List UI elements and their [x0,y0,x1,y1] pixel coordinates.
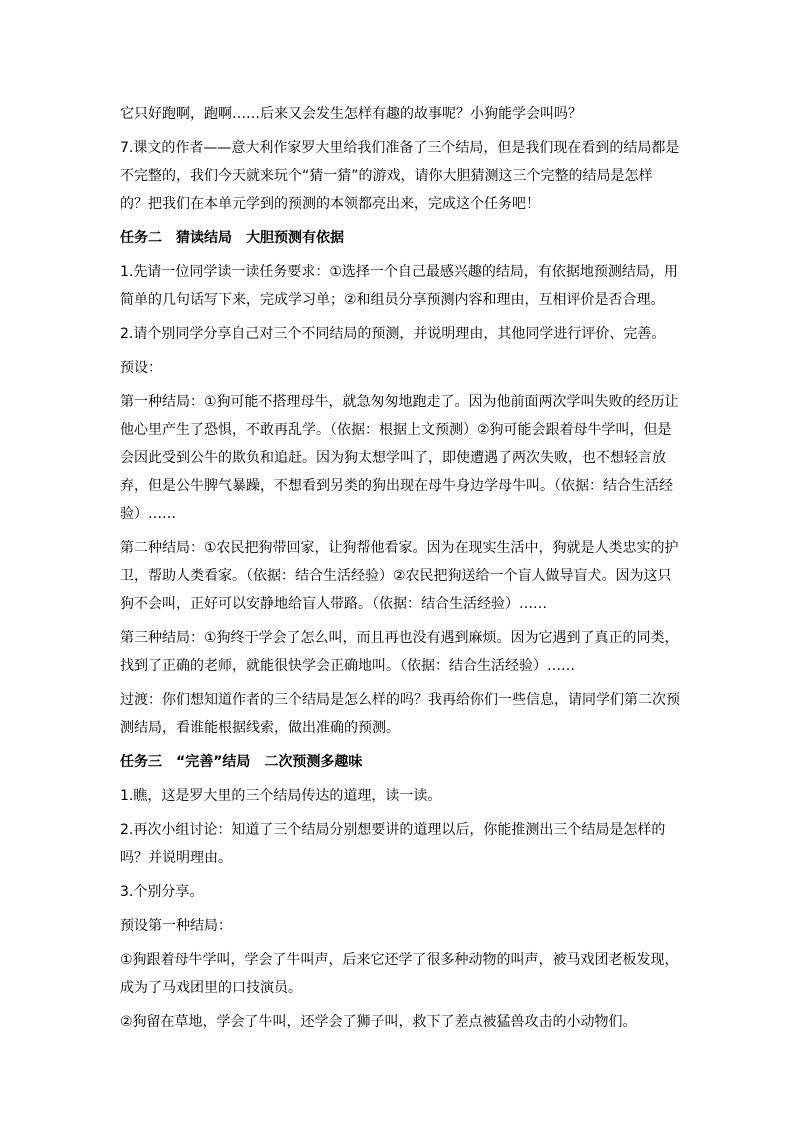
paragraph-task3-step-3: 3.个别分享。 [120,884,204,900]
paragraph-task2-step-1: 1.先请一位同学读一读任务要求：①选择一个自己最感兴趣的结局，有依据地预测结局，用简单的几句话写下来，完成学习单；②和组员分享预测内容和理由，互相评价是否合理。 [120,264,678,308]
heading-task-2: 任务二 猜读结局 大胆预测有依据 [120,230,344,246]
paragraph-task3-step-2: 2.再次小组讨论：知道了三个结局分别想要讲的道理以后，你能推测出三个结局是怎样的吗？并说明理由。 [120,822,666,866]
paragraph-preset-option-1: ①狗跟着母牛学叫，学会了牛叫声，后来它还学了很多种动物的叫声，被马戏团老板发现，成为了马戏团里的口技演员。 [120,952,679,996]
paragraph-preset-ending-1: 预设第一种结局： [120,918,232,934]
document-body [120,100,680,1042]
paragraph-ending-2: 第二种结局：①农民把狗带回家，让狗帮他看家。因为在现实生活中，狗就是人类忠实的护卫，帮助人类看家。（依据：结合生活经验）②农民把狗送给一个盲人做导盲犬。因为这只狗不会叫，正好可以安静地给盲人带路。（依据：结合生活经验）…… [120,540,679,612]
paragraph-task3-step-1: 1.瞧，这是罗大里的三个结局传达的道理，读一读。 [120,788,442,804]
paragraph-item-7: 7.课文的作者——意大利作家罗大里给我们准备了三个结局，但是我们现在看到的结局都是不完整的，我们今天就来玩个“猜一猜”的游戏，请你大胆猜测这三个完整的结局是怎样的？把我们在本单元学到的预测的本领都亮出来，完成这个任务吧！ [120,140,680,212]
paragraph-ending-3: 第三种结局：①狗终于学会了怎么叫，而且再也没有遇到麻烦。因为它遇到了真正的同类，找到了正确的老师，就能很快学会正确地叫。（依据：结合生活经验）…… [120,630,679,674]
paragraph-preset-label: 预设： [120,360,162,376]
paragraph-ending-1: 第一种结局：①狗可能不搭理母牛，就急匆匆地跑走了。因为他前面两次学叫失败的经历让他心里产生了恐惧，不敢再乱学。（依据：根据上文预测）②狗可能会跟着母牛学叫，但是会因此受到公牛的欺负和追赶。因为狗太想学叫了，即使遭遇了两次失败，也不想轻言放弃，但是公牛脾气暴躁，不想看到另类的狗出现在母牛身边学母牛叫。（依据：结合生活经验）…… [120,394,679,522]
paragraph-intro-ending: 它只好跑啊，跑啊……后来又会发生怎样有趣的故事呢？小狗能学会叫吗？ [120,106,582,122]
paragraph-preset-option-2: ②狗留在草地，学会了牛叫，还学会了狮子叫，救下了差点被猛兽攻击的小动物们。 [120,1014,637,1030]
paragraph-task2-step-2: 2.请个别同学分享自己对三个不同结局的预测，并说明理由，其他同学进行评价、完善。 [120,326,666,342]
heading-task-3: 任务三 “完善”结局 二次预测多趣味 [120,754,363,770]
paragraph-transition: 过渡：你们想知道作者的三个结局是怎么样的吗？我再给你们一些信息，请同学们第二次预测结局，看谁能根据线索，做出准确的预测。 [120,692,680,736]
